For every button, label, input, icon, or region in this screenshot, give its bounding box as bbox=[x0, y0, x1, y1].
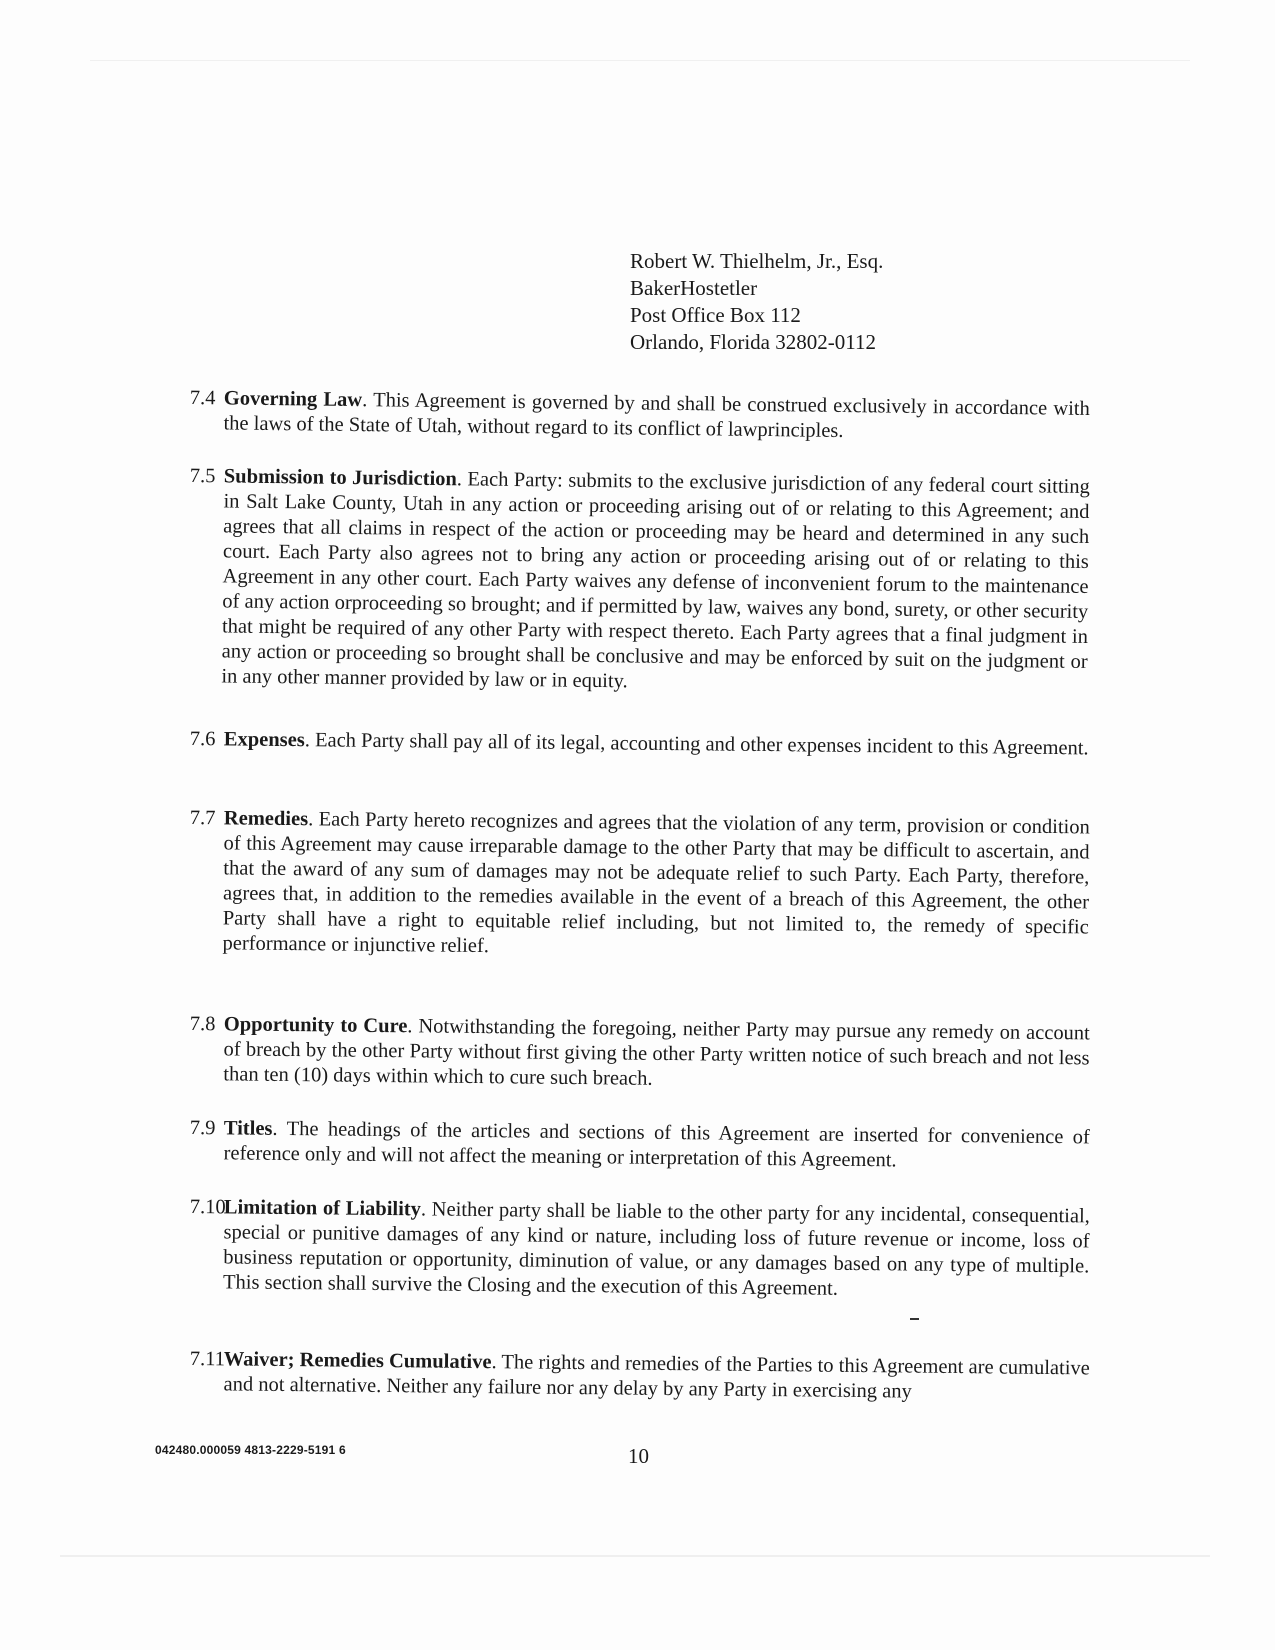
section-7-4-governing-law bbox=[189, 386, 1090, 447]
scan-edge-bottom bbox=[60, 1555, 1210, 1557]
section-heading: Submission to Jurisdiction bbox=[223, 465, 458, 491]
address-line-po-box: Post Office Box 112 bbox=[630, 303, 801, 327]
page-number: 10 bbox=[628, 1444, 649, 1468]
section-number: 7.9 bbox=[189, 1117, 216, 1140]
section-body bbox=[224, 727, 1090, 761]
section-7-11-waiver-remedies-cumulative bbox=[189, 1347, 1089, 1406]
section-number: 7.8 bbox=[189, 1012, 216, 1036]
section-text: . Each Party shall pay all of its legal, accounting and other expenses incident to this Agreement. bbox=[304, 729, 1089, 760]
section-heading: Remedies bbox=[223, 807, 309, 831]
section-body bbox=[223, 1012, 1090, 1096]
section-text: . The rights and remedies of the Parties to this Agreement are cumulative and not alternative. Neither any failure nor any delay by any Party in exercising any bbox=[223, 1351, 1090, 1403]
section-text: . Each Party hereto recognizes and agrees that the violation of any term, provision or condition of this Agreement may cause irreparable damage to the other Party that may be difficult to ascertain, and that the award of any sum of damages may not be adequate relief to such Party. Each Party, therefore, agrees that, in addition to the remedies available in the event of a breach of this Agreement, the other Party shall have a right to equitable relief including, but not limited to, the remedy of specific performance or injunctive relief. bbox=[222, 808, 1090, 958]
section-heading: Opportunity to Cure bbox=[223, 1013, 408, 1038]
section-number: 7.7 bbox=[189, 806, 216, 830]
section-text: . Each Party: submits to the exclusive jurisdiction of any federal court sitting in Salt Lake County, Utah in any action or proceeding arising out of or relating to this Agreement; and agrees that all claims in respect of the action or proceeding may be heard and determined in any such court. Each Party also agrees not to bring any action or proceeding arising out of or relating to this Agreement in any other court. Each Party waives any defense of inconvenient forum to the maintenance of any action orproceeding so brought; and if permitted by law, waives any bond, surety, or other security that might be required of any other Party with respect thereto. Each Party agrees that a final judgment in any action or proceeding so brought shall be conclusive and may be enforced by suit on the judgment or in any other manner provided by law or in equity. bbox=[221, 468, 1090, 693]
section-body bbox=[223, 1347, 1089, 1406]
section-7-5-submission-to-jurisdiction bbox=[187, 464, 1090, 700]
section-heading: Titles bbox=[223, 1117, 273, 1140]
address-line-city: Orlando, Florida 32802-0112 bbox=[630, 330, 876, 354]
section-text: . The headings of the articles and sections of this Agreement are inserted for convenience of reference only and will not affect the meaning or interpretation of this Agreement. bbox=[223, 1117, 1090, 1172]
scan-edge-top bbox=[90, 60, 1190, 61]
section-heading: Waiver; Remedies Cumulative bbox=[223, 1348, 492, 1374]
document-id: 042480.000059 4813-2229-5191 6 bbox=[155, 1443, 346, 1457]
section-heading: Limitation of Liability bbox=[223, 1196, 422, 1221]
recipient-address-block bbox=[630, 248, 883, 356]
section-heading: Governing Law bbox=[223, 387, 363, 412]
section-body bbox=[223, 1116, 1089, 1175]
section-7-6-expenses bbox=[190, 727, 1090, 761]
section-heading: Expenses bbox=[223, 728, 305, 752]
section-body bbox=[223, 386, 1090, 447]
section-number: 7.5 bbox=[189, 464, 216, 488]
address-line-name: Robert W. Thielhelm, Jr., Esq. bbox=[630, 249, 884, 273]
section-text: . This Agreement is governed by and shall be construed exclusively in accordance with the laws of the State of Utah, without regard to its conflict of lawprinciples. bbox=[223, 389, 1090, 442]
section-text: . Notwithstanding the foregoing, neither Party may pursue any remedy on account of breach by the other Party without first giving the other Party written notice of such breach and not less than ten (10) days within which to cure such breach. bbox=[223, 1015, 1090, 1090]
section-number: 7.10 bbox=[189, 1196, 226, 1219]
section-number: 7.4 bbox=[189, 386, 216, 410]
stray-mark bbox=[910, 1318, 919, 1320]
section-number: 7.11 bbox=[189, 1348, 226, 1371]
section-7-10-limitation-of-liability bbox=[189, 1195, 1090, 1304]
section-body bbox=[222, 806, 1090, 965]
address-line-firm: BakerHostetler bbox=[630, 276, 758, 300]
section-7-9-titles bbox=[189, 1116, 1089, 1175]
section-text: . Neither party shall be liable to the other party for any incidental, consequential, special or punitive damages of any kind or nature, including loss of future revenue or income, loss of business reputation or opportunity, diminution of value, or any damages based on any type of multiple. This section shall survive the Closing and the execution of this Agreement. bbox=[222, 1198, 1090, 1300]
section-number: 7.6 bbox=[189, 727, 216, 751]
section-body bbox=[223, 1195, 1090, 1304]
section-7-8-opportunity-to-cure bbox=[189, 1012, 1090, 1096]
section-body bbox=[221, 464, 1090, 700]
section-7-7-remedies bbox=[188, 806, 1090, 965]
